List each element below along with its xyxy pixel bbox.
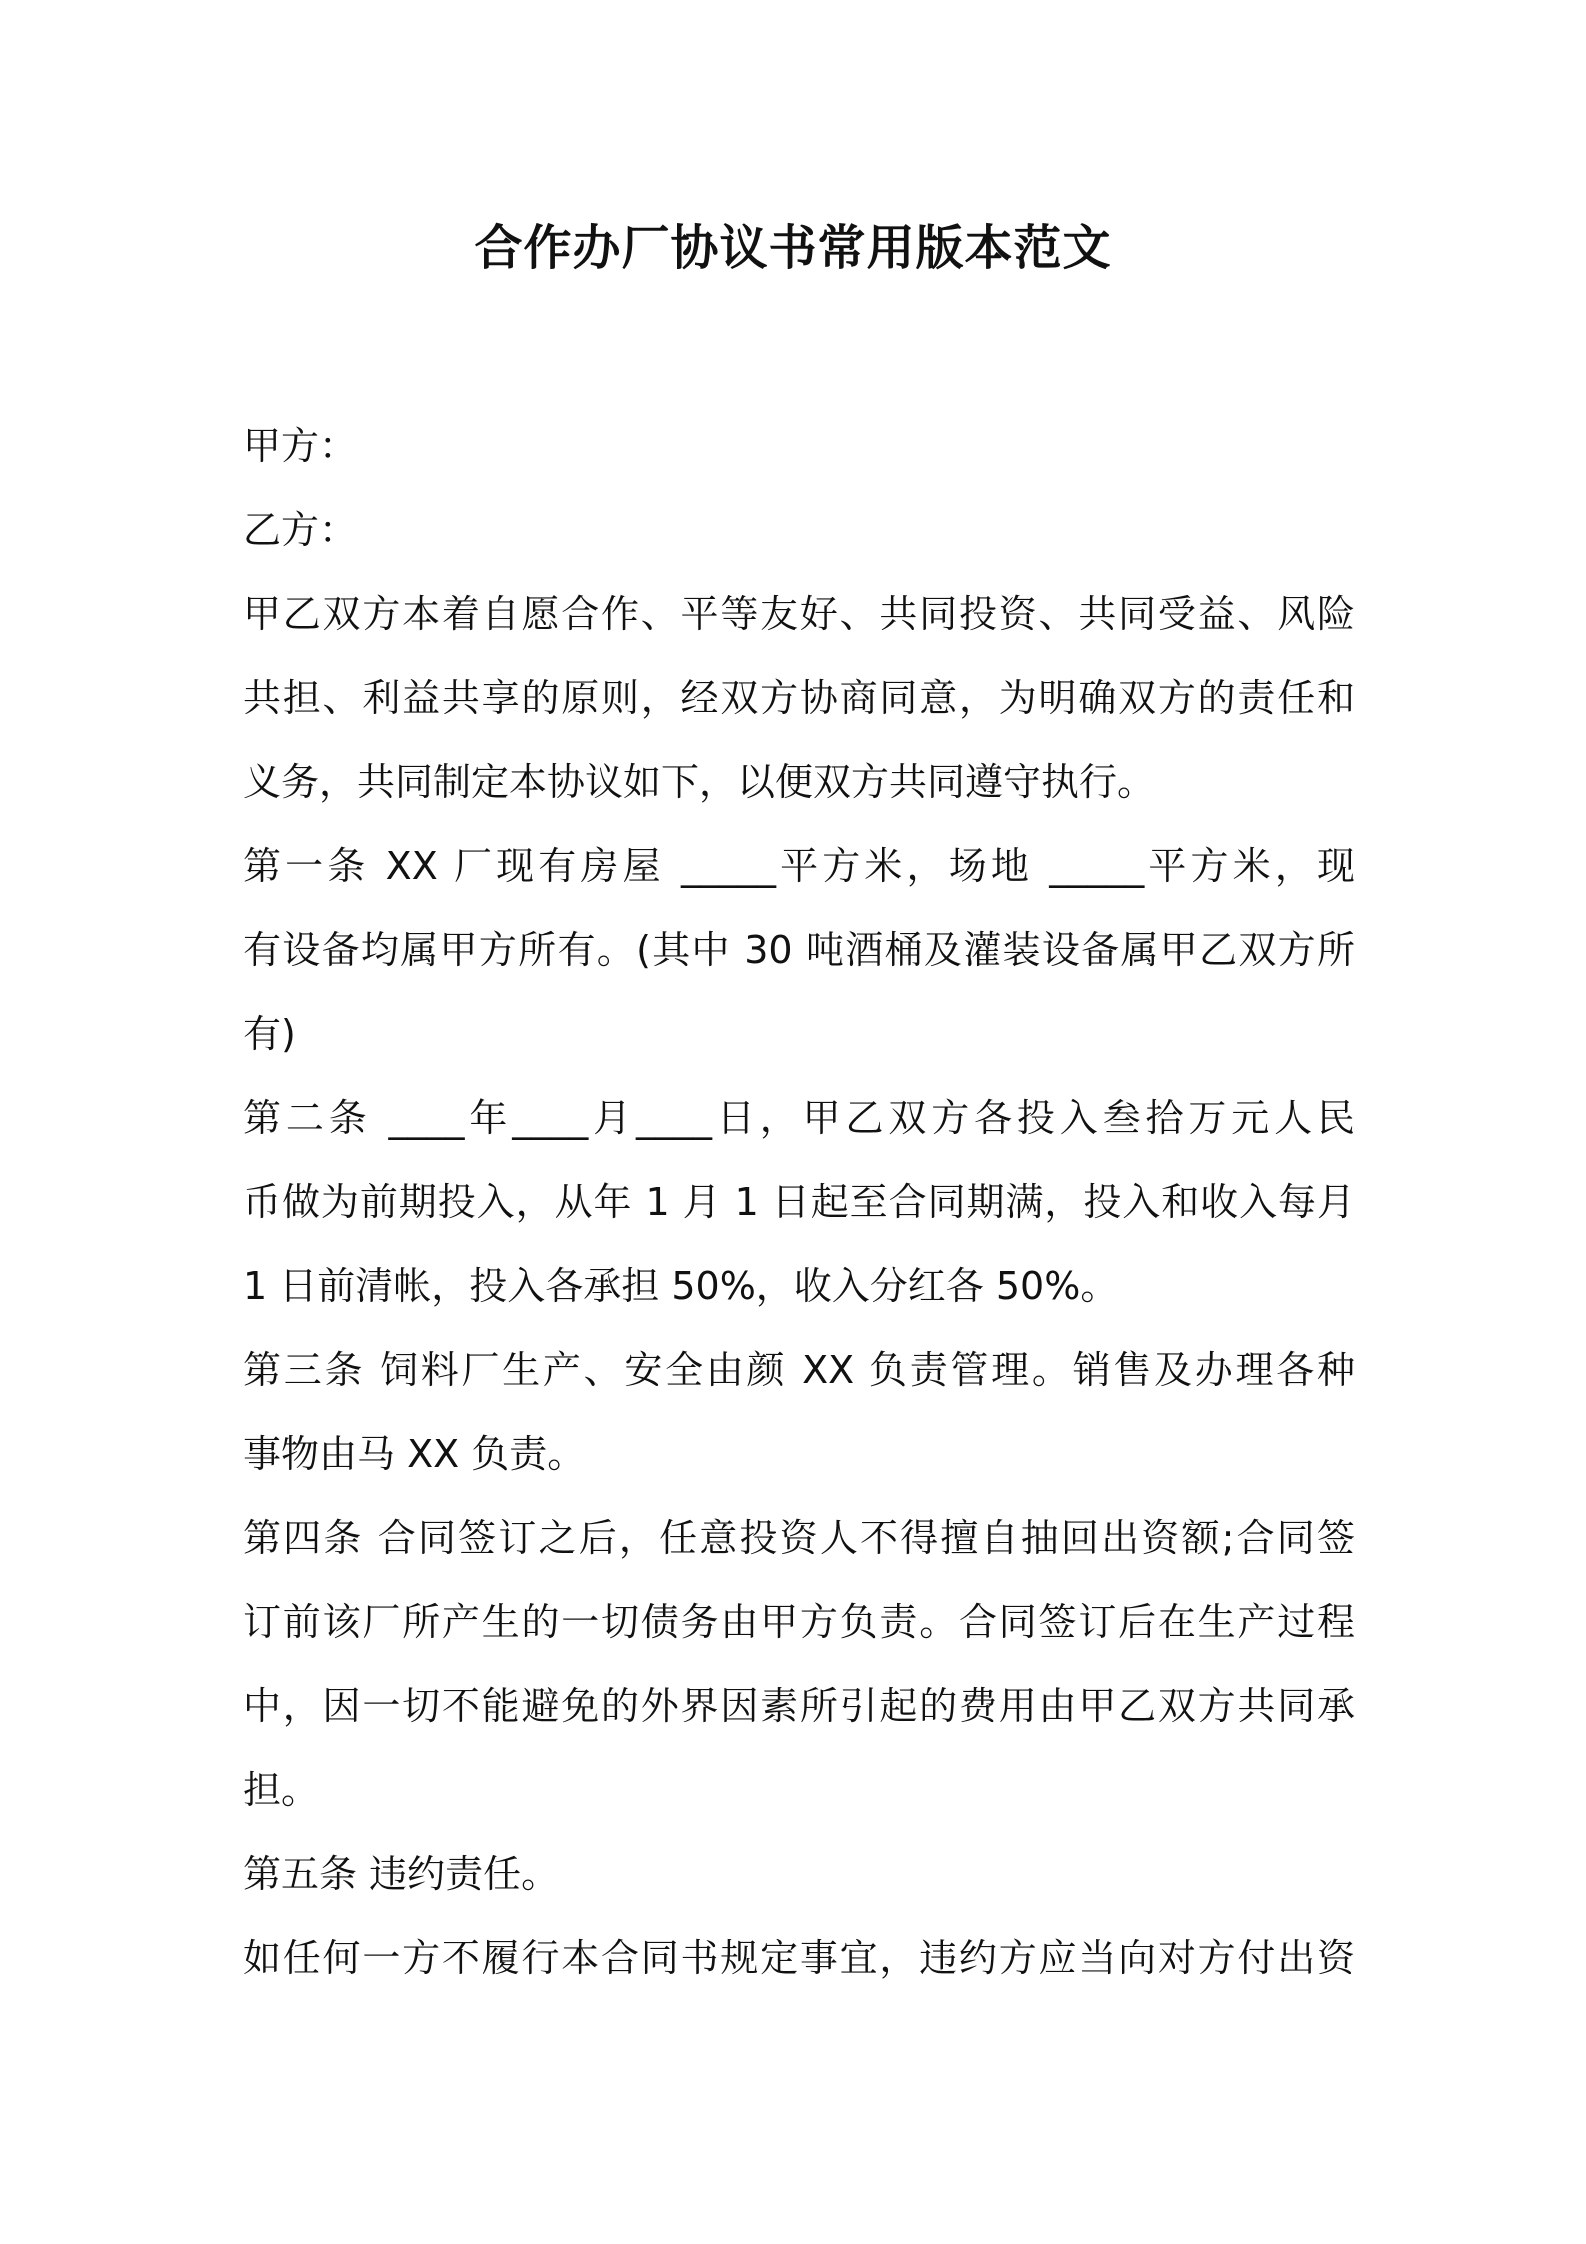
article-5-heading: 第五条 违约责任。 xyxy=(243,1852,560,1896)
preamble-line: 义务，共同制定本协议如下，以便双方共同遵守执行。 xyxy=(243,760,1156,804)
article-2-line: 第二条 ____年____月____日，甲乙双方各投入叁拾万元人民 xyxy=(243,1096,1355,1140)
preamble-line: 甲乙双方本着自愿合作、平等友好、共同投资、共同受益、风险 xyxy=(243,592,1355,636)
article-4-line: 第四条 合同签订之后，任意投资人不得擅自抽回出资额;合同签 xyxy=(243,1516,1355,1560)
article-1-line: 第一条 XX 厂现有房屋 _____平方米，场地 _____平方米，现 xyxy=(243,844,1355,888)
article-1-line: 有) xyxy=(243,1012,296,1056)
article-2-line: 币做为前期投入，从年 1 月 1 日起至合同期满，投入和收入每月 xyxy=(243,1180,1355,1224)
article-4-line: 订前该厂所产生的一切债务由甲方负责。合同签订后在生产过程 xyxy=(243,1600,1355,1644)
article-3-line: 事物由马 XX 负责。 xyxy=(243,1432,586,1476)
article-2-line: 1 日前清帐，投入各承担 50%，收入分红各 50%。 xyxy=(243,1264,1119,1308)
article-4-line: 担。 xyxy=(243,1768,320,1812)
preamble-line: 共担、利益共享的原则，经双方协商同意，为明确双方的责任和 xyxy=(243,676,1355,720)
article-3-line: 第三条 饲料厂生产、安全由颜 XX 负责管理。销售及办理各种 xyxy=(243,1348,1355,1392)
document-body xyxy=(243,404,1355,2000)
party-a-line: 甲方： xyxy=(243,424,358,468)
article-4-line: 中，因一切不能避免的外界因素所引起的费用由甲乙双方共同承 xyxy=(243,1684,1355,1728)
document-title: 合作办厂协议书常用版本范文 xyxy=(474,220,1112,276)
article-1-line: 有设备均属甲方所有。(其中 30 吨酒桶及灌装设备属甲乙双方所 xyxy=(243,928,1355,972)
party-b-line: 乙方： xyxy=(243,508,358,552)
article-5-line: 如任何一方不履行本合同书规定事宜，违约方应当向对方付出资 xyxy=(243,1936,1355,1980)
